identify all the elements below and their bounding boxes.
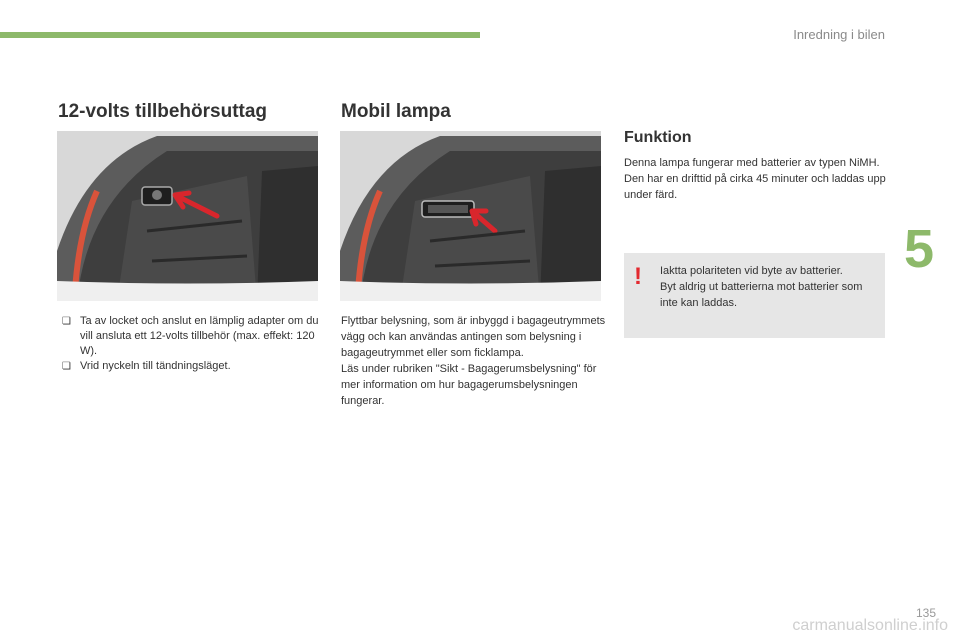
exclamation-icon: ! — [634, 263, 642, 290]
warning-line: Byt aldrig ut batterierna mot batterier som inte kan laddas. — [660, 281, 863, 309]
list-item — [62, 359, 322, 374]
checkbox-bullet-icon: ❏ — [62, 316, 71, 327]
heading-12v-socket: 12-volts tillbehörsuttag — [58, 101, 268, 122]
mobile-lamp-illustration — [340, 131, 601, 301]
checkbox-bullet-icon: ❏ — [62, 361, 71, 372]
chapter-number: 5 — [904, 219, 935, 279]
paragraph: Flyttbar belysning, som är inbyggd i bagageutrymmets vägg och kan användas antingen som belysning i bagageutrymmet eller som ficklampa. — [341, 315, 606, 359]
paragraph: Den har en drifttid på cirka 45 minuter och laddas upp under färd. — [624, 173, 886, 201]
list-item-text: Ta av locket och anslut en lämplig adapter om du vill ansluta ett 12-volts tillbehör (max. effekt: 120 W). — [80, 315, 319, 357]
section-title: Inredning i bilen — [793, 27, 885, 42]
warning-text — [660, 263, 880, 311]
paragraph: Läs under rubriken "Sikt - Bagagerumsbelysning" för mer information om hur bagagerumsbelysningen fungerar. — [341, 363, 597, 407]
function-description — [624, 155, 886, 203]
list-item — [62, 314, 322, 359]
paragraph: Denna lampa fungerar med batterier av typen NiMH. — [624, 157, 880, 169]
header-accent-bar — [0, 32, 480, 38]
warning-line: Iaktta polariteten vid byte av batterier. — [660, 265, 843, 277]
instructions-list — [62, 314, 322, 374]
heading-function: Funktion — [624, 129, 692, 146]
trunk-socket-illustration — [57, 131, 318, 301]
mobile-lamp-description — [341, 313, 606, 409]
warning-box — [624, 253, 885, 338]
watermark: carmanualsonline.info — [792, 617, 948, 634]
list-item-text: Vrid nyckeln till tändningsläget. — [80, 360, 231, 372]
page-number: 135 — [915, 606, 936, 620]
heading-mobile-lamp: Mobil lampa — [341, 101, 451, 122]
